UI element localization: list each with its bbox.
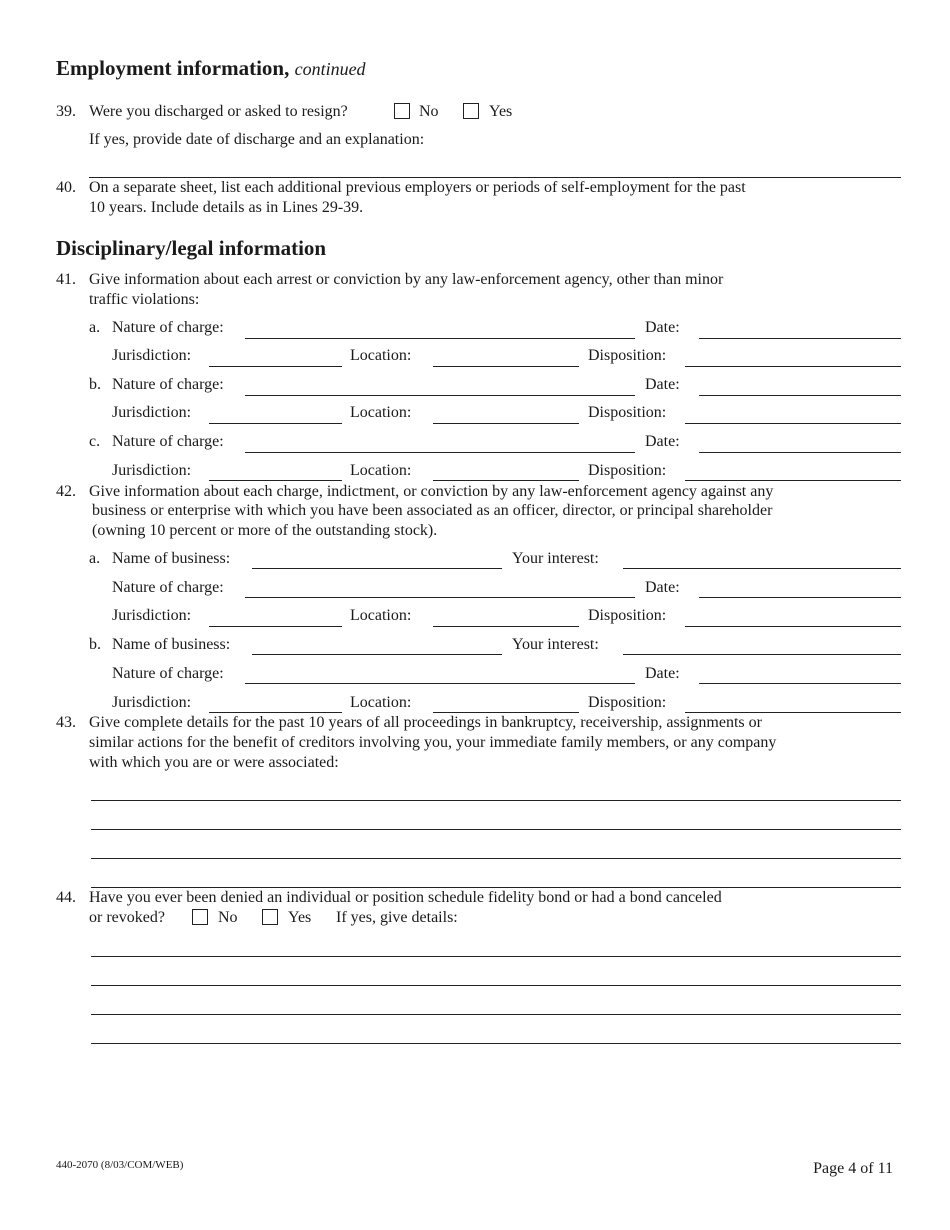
q41-line1: Give information about each arrest or conviction by any law-enforcement agency, other than minor xyxy=(89,271,724,288)
q44-yes-label: Yes xyxy=(288,909,312,926)
q41b-letter: b. xyxy=(89,376,101,393)
q41c-date-field[interactable] xyxy=(699,452,901,453)
q39-number: 39. xyxy=(56,103,76,120)
q41a-location-field[interactable] xyxy=(433,366,579,367)
q43-answer-line[interactable] xyxy=(91,887,901,888)
name-of-business-label: Name of business: xyxy=(112,550,231,567)
q41c-jurisdiction-field[interactable] xyxy=(209,480,342,481)
q40-line2: 10 years. Include details as in Lines 29-39. xyxy=(89,199,364,216)
jurisdiction-label: Jurisdiction: xyxy=(112,694,192,711)
q42-number: 42. xyxy=(56,483,76,500)
q42b-business-field[interactable] xyxy=(252,654,502,655)
name-of-business-label: Name of business: xyxy=(112,636,231,653)
nature-of-charge-label: Nature of charge: xyxy=(112,665,224,682)
q39-yes-checkbox[interactable] xyxy=(463,103,479,119)
q43-answer-line[interactable] xyxy=(91,858,901,859)
your-interest-label: Your interest: xyxy=(512,636,599,653)
q44-line2-prefix: or revoked? xyxy=(89,909,165,926)
jurisdiction-label: Jurisdiction: xyxy=(112,404,192,421)
q42b-interest-field[interactable] xyxy=(623,654,901,655)
date-label: Date: xyxy=(645,433,680,450)
section-title-suffix: continued xyxy=(294,59,366,79)
q41a-nature-field[interactable] xyxy=(245,338,635,339)
q39-no-checkbox[interactable] xyxy=(394,103,410,119)
q43-line3: with which you are or were associated: xyxy=(89,754,339,771)
q41a-date-field[interactable] xyxy=(699,338,901,339)
q41-line2: traffic violations: xyxy=(89,291,200,308)
q42b-nature-field[interactable] xyxy=(245,683,635,684)
your-interest-label: Your interest: xyxy=(512,550,599,567)
q42a-interest-field[interactable] xyxy=(623,568,901,569)
q41a-jurisdiction-field[interactable] xyxy=(209,366,342,367)
q42a-nature-field[interactable] xyxy=(245,597,635,598)
q44-answer-line[interactable] xyxy=(91,956,901,957)
q43-answer-line[interactable] xyxy=(91,800,901,801)
jurisdiction-label: Jurisdiction: xyxy=(112,347,192,364)
disposition-label: Disposition: xyxy=(588,694,667,711)
q44-answer-line[interactable] xyxy=(91,1014,901,1015)
location-label: Location: xyxy=(350,404,412,421)
q41c-disposition-field[interactable] xyxy=(685,480,901,481)
q44-answer-line[interactable] xyxy=(91,1043,901,1044)
section-title-disciplinary: Disciplinary/legal information xyxy=(56,236,327,260)
q42a-date-field[interactable] xyxy=(699,597,901,598)
q41b-disposition-field[interactable] xyxy=(685,423,901,424)
jurisdiction-label: Jurisdiction: xyxy=(112,462,192,479)
date-label: Date: xyxy=(645,665,680,682)
q41b-nature-field[interactable] xyxy=(245,395,635,396)
q44-line1: Have you ever been denied an individual or position schedule fidelity bond or had a bond canceled xyxy=(89,889,722,906)
q42a-business-field[interactable] xyxy=(252,568,502,569)
q39-text: Were you discharged or asked to resign? xyxy=(89,103,348,120)
q42a-letter: a. xyxy=(89,550,101,567)
location-label: Location: xyxy=(350,694,412,711)
date-label: Date: xyxy=(645,319,680,336)
q41b-location-field[interactable] xyxy=(433,423,579,424)
q44-followup: If yes, give details: xyxy=(336,909,458,926)
q42-line1: Give information about each charge, indictment, or conviction by any law-enforcement agency against any xyxy=(89,483,774,500)
q42a-location-field[interactable] xyxy=(433,626,579,627)
q42b-letter: b. xyxy=(89,636,101,653)
jurisdiction-label: Jurisdiction: xyxy=(112,607,192,624)
q41a-letter: a. xyxy=(89,319,101,336)
location-label: Location: xyxy=(350,607,412,624)
q42b-disposition-field[interactable] xyxy=(685,712,901,713)
q42b-jurisdiction-field[interactable] xyxy=(209,712,342,713)
disposition-label: Disposition: xyxy=(588,347,667,364)
location-label: Location: xyxy=(350,347,412,364)
q41b-jurisdiction-field[interactable] xyxy=(209,423,342,424)
disposition-label: Disposition: xyxy=(588,404,667,421)
q39-explanation-line[interactable] xyxy=(89,177,901,178)
q41c-location-field[interactable] xyxy=(433,480,579,481)
nature-of-charge-label: Nature of charge: xyxy=(112,579,224,596)
nature-of-charge-label: Nature of charge: xyxy=(112,319,224,336)
q41c-letter: c. xyxy=(89,433,101,450)
q44-no-label: No xyxy=(218,909,238,926)
q42-line3: (owning 10 percent or more of the outstanding stock). xyxy=(92,522,438,539)
q44-number: 44. xyxy=(56,889,76,906)
form-id: 440-2070 (8/03/COM/WEB) xyxy=(56,1159,184,1171)
q41a-disposition-field[interactable] xyxy=(685,366,901,367)
q44-no-checkbox[interactable] xyxy=(192,909,208,925)
q43-answer-line[interactable] xyxy=(91,829,901,830)
q44-answer-line[interactable] xyxy=(91,985,901,986)
page-number: Page 4 of 11 xyxy=(813,1160,893,1177)
date-label: Date: xyxy=(645,579,680,596)
section-title-employment: Employment information, continued xyxy=(56,56,366,80)
q42a-disposition-field[interactable] xyxy=(685,626,901,627)
q41b-date-field[interactable] xyxy=(699,395,901,396)
nature-of-charge-label: Nature of charge: xyxy=(112,376,224,393)
q39-yes-label: Yes xyxy=(489,103,513,120)
q40-number: 40. xyxy=(56,179,76,196)
q42b-date-field[interactable] xyxy=(699,683,901,684)
q40-line1: On a separate sheet, list each additional previous employers or periods of self-employment for the past xyxy=(89,179,746,196)
q39-no-label: No xyxy=(419,103,439,120)
nature-of-charge-label: Nature of charge: xyxy=(112,433,224,450)
q41-number: 41. xyxy=(56,271,76,288)
q44-yes-checkbox[interactable] xyxy=(262,909,278,925)
date-label: Date: xyxy=(645,376,680,393)
q41c-nature-field[interactable] xyxy=(245,452,635,453)
q43-number: 43. xyxy=(56,714,76,731)
q42a-jurisdiction-field[interactable] xyxy=(209,626,342,627)
location-label: Location: xyxy=(350,462,412,479)
q39-followup: If yes, provide date of discharge and an explanation: xyxy=(89,131,425,148)
disposition-label: Disposition: xyxy=(588,462,667,479)
q42-line2: business or enterprise with which you have been associated as an officer, director, or principal shareholder xyxy=(92,502,773,519)
q43-line2: similar actions for the benefit of creditors involving you, your immediate family members, or any company xyxy=(89,734,777,751)
q42b-location-field[interactable] xyxy=(433,712,579,713)
q43-line1: Give complete details for the past 10 years of all proceedings in bankruptcy, receivership, assignments or xyxy=(89,714,762,731)
disposition-label: Disposition: xyxy=(588,607,667,624)
